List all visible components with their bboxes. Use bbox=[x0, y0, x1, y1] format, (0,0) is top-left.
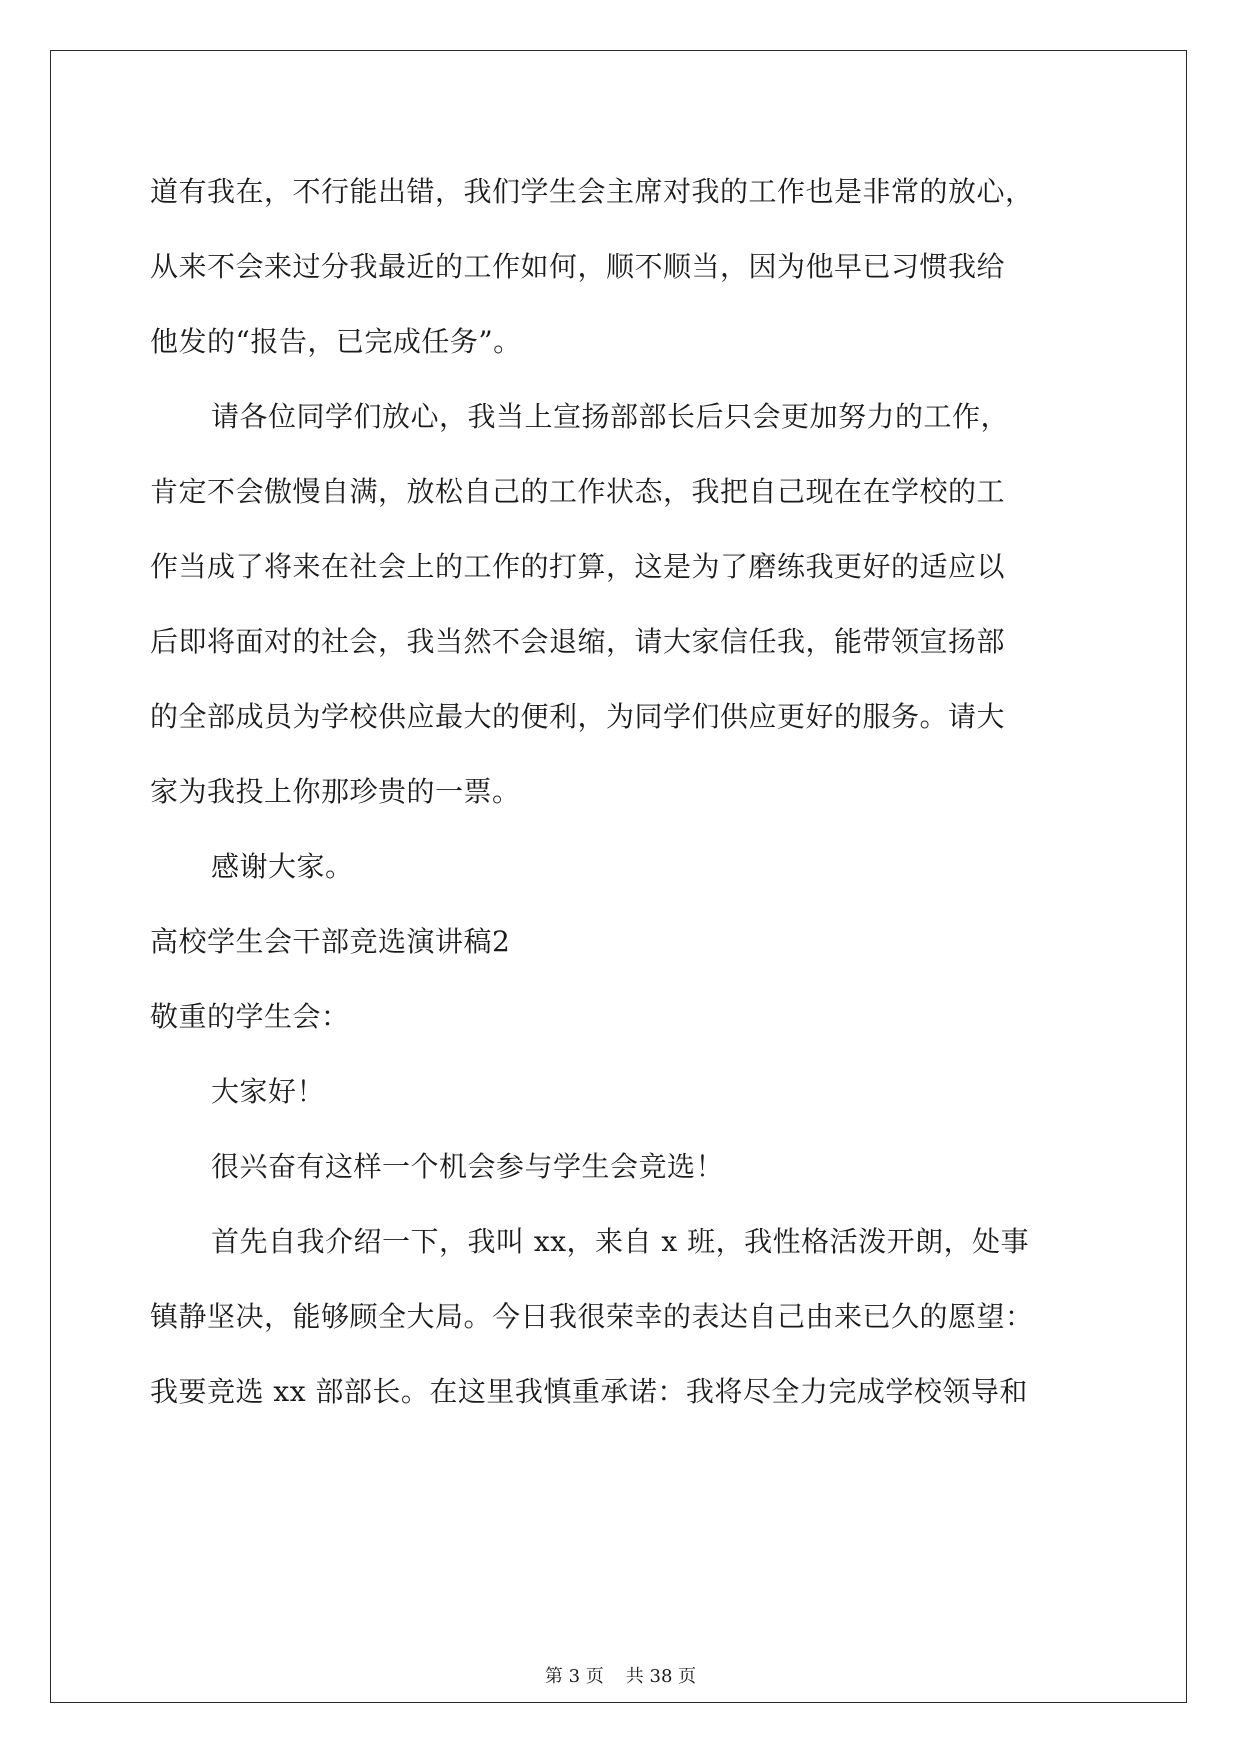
text-line: 后即将面对的社会，我当然不会退缩，请大家信任我，能带领宣扬部 bbox=[150, 625, 1006, 658]
page-number: 第 3 页 bbox=[544, 1666, 604, 1687]
text-line: 镇静坚决，能够顾全大局。今日我很荣幸的表达自己由来已久的愿望： bbox=[150, 1300, 1034, 1333]
greeting: 大家好！ bbox=[211, 1075, 326, 1108]
text-line: 感谢大家。 bbox=[211, 850, 354, 883]
text-line: 的全部成员为学校供应最大的便利，为同学们供应更好的服务。请大 bbox=[150, 700, 1006, 733]
text-line: 家为我投上你那珍贵的一票。 bbox=[150, 775, 521, 808]
text-line: 从来不会来过分我最近的工作如何，顺不顺当，因为他早已习惯我给 bbox=[150, 250, 1006, 283]
section-heading: 高校学生会干部竞选演讲稿2 bbox=[150, 925, 511, 958]
text-line: 肯定不会傲慢自满，放松自己的工作状态，我把自己现在在学校的工 bbox=[150, 475, 1006, 508]
text-line: 首先自我介绍一下，我叫 xx，来自 x 班，我性格活泼开朗，处事 bbox=[211, 1225, 1030, 1258]
text-line: 道有我在，不行能出错，我们学生会主席对我的工作也是非常的放心， bbox=[150, 175, 1034, 208]
text-line: 作当成了将来在社会上的工作的打算，这是为了磨练我更好的适应以 bbox=[150, 550, 1006, 583]
page-footer bbox=[0, 1665, 1241, 1689]
text-line: 他发的“报告，已完成任务”。 bbox=[150, 325, 522, 358]
text-line: 请各位同学们放心，我当上宣扬部部长后只会更加努力的工作， bbox=[211, 400, 1010, 433]
text-line: 很兴奋有这样一个机会参与学生会竞选！ bbox=[211, 1150, 725, 1183]
text-line: 我要竞选 xx 部部长。在这里我慎重承诺：我将尽全力完成学校领导和 bbox=[150, 1375, 1028, 1408]
salutation: 敬重的学生会： bbox=[150, 1000, 350, 1033]
page-total: 共 38 页 bbox=[625, 1666, 697, 1687]
